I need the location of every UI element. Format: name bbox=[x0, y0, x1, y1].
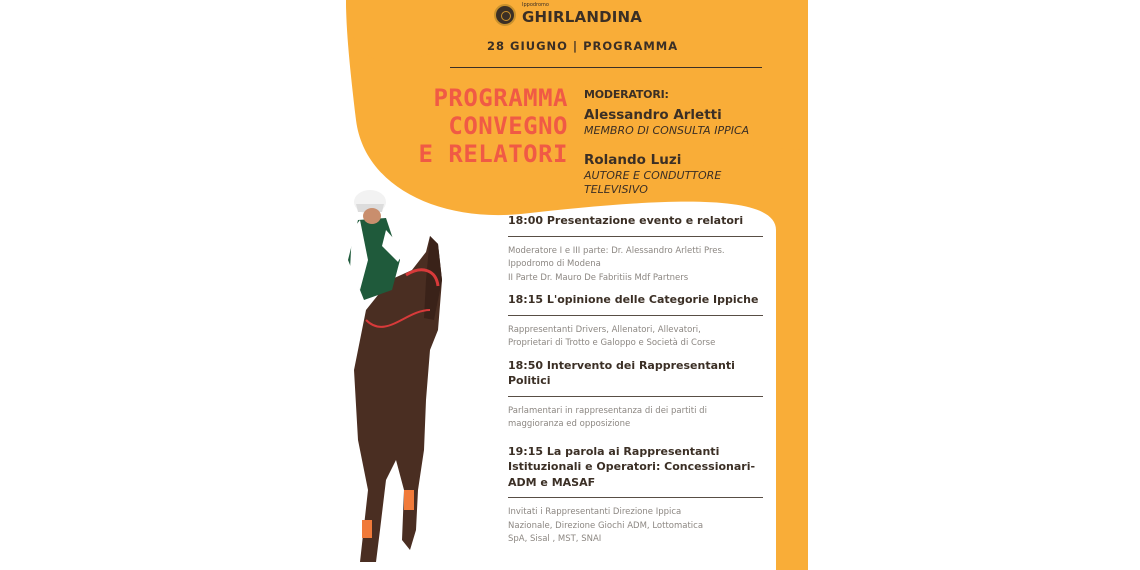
program-item-details bbox=[508, 245, 763, 286]
poster-title bbox=[368, 84, 568, 168]
title-line: PROGRAMMA bbox=[433, 84, 568, 112]
program-item-heading: 18:15 L'opinione delle Categorie Ippiche bbox=[508, 293, 759, 306]
detail-line: Invitati i Rappresentanti Direzione Ippica bbox=[508, 507, 682, 517]
venue-logo bbox=[494, 3, 642, 26]
program-divider bbox=[508, 315, 763, 316]
program-item-heading: 18:50 Intervento dei Rappresentanti Politici bbox=[508, 358, 735, 387]
moderators-block bbox=[584, 88, 804, 196]
logo-name: GHIRLANDINA bbox=[522, 8, 643, 26]
logo-small-text: Ippodromo bbox=[522, 2, 549, 8]
moderators-label: MODERATORI: bbox=[584, 88, 669, 101]
detail-line: Moderatore I e III parte: Dr. Alessandro Arletti Pres. bbox=[508, 245, 725, 256]
moderator-role: TELEVISIVO bbox=[584, 183, 648, 196]
moderator-role: MEMBRO DI CONSULTA IPPICA bbox=[584, 124, 750, 137]
detail-line: Proprietari di Trotto e Galoppo e Società di Corse bbox=[508, 338, 716, 348]
moderator-name: Rolando Luzi bbox=[584, 152, 682, 168]
program-item-heading: 18:00 Presentazione evento e relatori bbox=[508, 214, 744, 227]
program-item-heading: 19:15 La parola ai Rappresentanti Istituzionali e Operatori: Concessionari- ADM e MASAF bbox=[508, 444, 756, 489]
program-item-details bbox=[508, 405, 763, 432]
detail-line: Nazionale, Direzione Giochi ADM, Lottomatica bbox=[508, 520, 704, 531]
program-divider bbox=[508, 236, 763, 237]
event-poster bbox=[346, 0, 808, 570]
program-item-details bbox=[508, 506, 763, 547]
header-divider bbox=[450, 67, 762, 68]
program-item bbox=[508, 292, 763, 351]
moderator-name: Alessandro Arletti bbox=[584, 107, 722, 123]
program-item bbox=[508, 444, 763, 547]
title-line: CONVEGNO bbox=[448, 112, 568, 140]
horse-racing-emblem-icon bbox=[494, 4, 516, 26]
program-item-details bbox=[508, 324, 763, 351]
date-line: 28 GIUGNO | PROGRAMMA bbox=[487, 39, 679, 53]
program-divider bbox=[508, 497, 763, 498]
detail-line: Parlamentari in rappresentanza di dei partiti di bbox=[508, 405, 707, 416]
program-item bbox=[508, 213, 763, 285]
detail-line: Rappresentanti Drivers, Allenatori, Allevatori, bbox=[508, 324, 701, 335]
program-item bbox=[508, 358, 763, 432]
moderator-role: AUTORE E CONDUTTORE bbox=[584, 169, 722, 182]
program-divider bbox=[508, 396, 763, 397]
program-list bbox=[508, 213, 763, 554]
detail-line: SpA, Sisal , MST, SNAI bbox=[508, 534, 602, 544]
jockey-horse-illustration bbox=[346, 190, 456, 570]
detail-line: Ippodromo di Modena bbox=[508, 259, 601, 269]
detail-line: maggioranza ed opposizione bbox=[508, 419, 631, 429]
detail-line: II Parte Dr. Mauro De Fabritiis Mdf Partners bbox=[508, 272, 689, 283]
title-line: E RELATORI bbox=[418, 140, 568, 168]
